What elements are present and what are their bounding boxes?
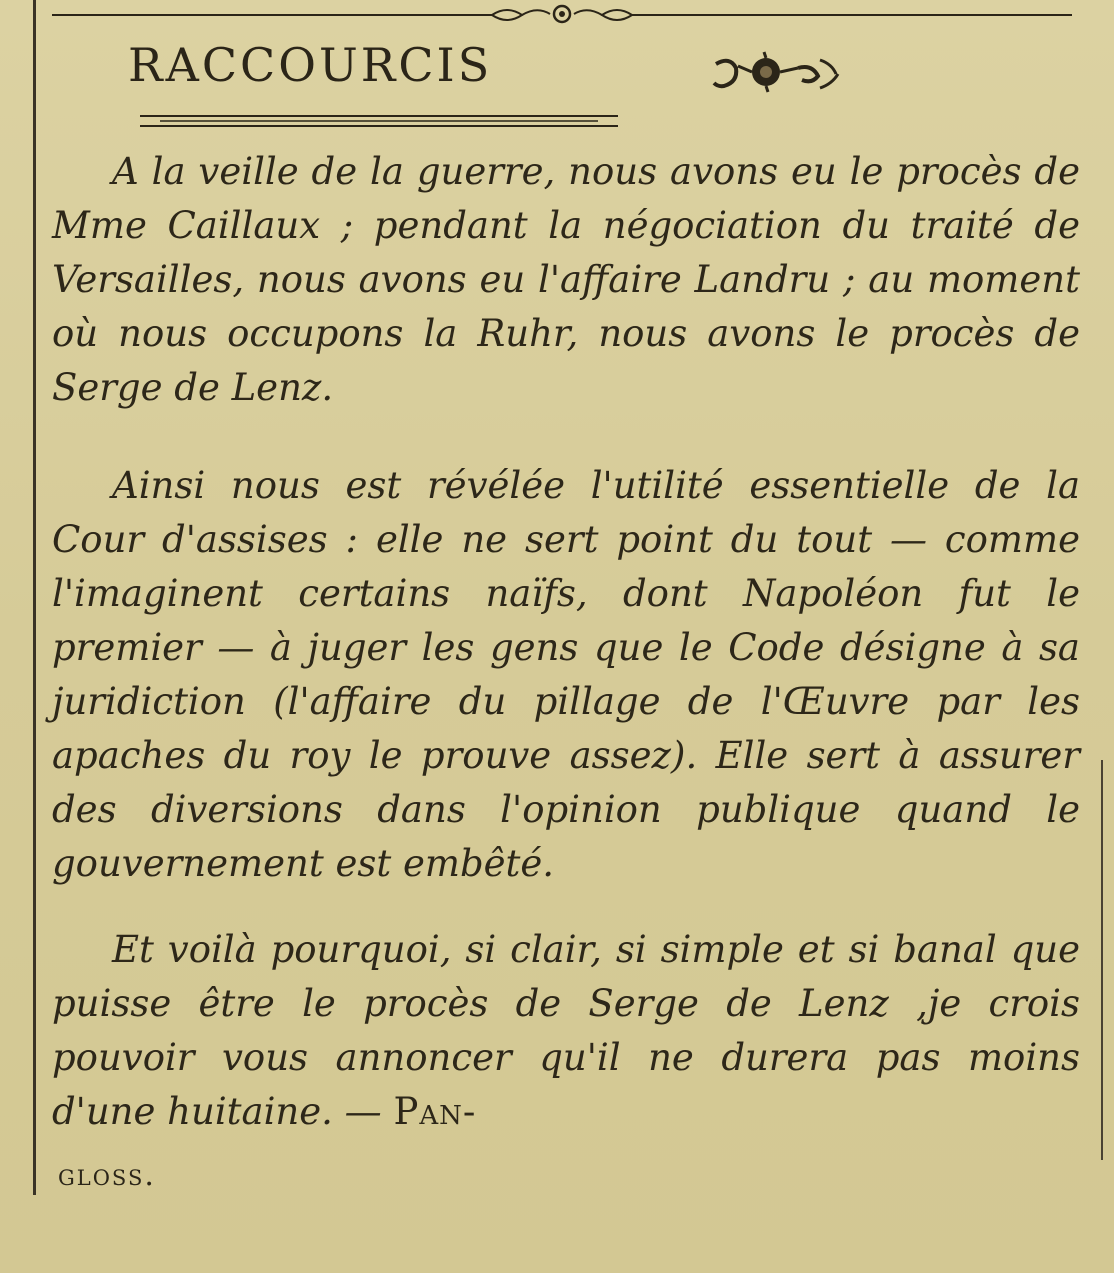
paragraph-3-text: Et voilà pourquoi, si clair, si simple et si banal que puisse être le procès de Serge de Lenz ,je crois pouvoir vous annoncer qu'il ne durera pas moins d'une huitaine. — [52, 928, 1080, 1133]
title-underline [140, 112, 618, 128]
paragraph-2: Ainsi nous est révélée l'utilité essentielle de la Cour d'assises : elle ne sert point du tout — comme l'imaginent certains naïfs, dont Napoléon fut le premier — à juger les gens que le Code désigne à sa juridiction (l'affaire du pillage de l'Œuvre par les apaches du roy le prouve assez). Elle sert à assurer des diversions dans l'opinion publique quand le gouvernement est embêté. [52, 464, 1080, 885]
paragraph-3 [52, 923, 1080, 1139]
signature-end: gloss. [58, 1158, 156, 1193]
signature-start: Pan- [393, 1090, 477, 1133]
fleuron-icon [708, 50, 843, 94]
scroll-divider-icon [52, 2, 1072, 28]
column-rule-right [1101, 760, 1103, 1160]
paragraph-1: A la veille de la guerre, nous avons eu le procès de Mme Caillaux ; pendant la négociation du traité de Versailles, nous avons eu l'affaire Landru ; au moment où nous occupons la Ruhr, nous avons le procès de Serge de Lenz. [52, 150, 1080, 409]
column-rule-left [33, 0, 36, 1195]
article-title: RACCOURCIS [128, 38, 493, 92]
